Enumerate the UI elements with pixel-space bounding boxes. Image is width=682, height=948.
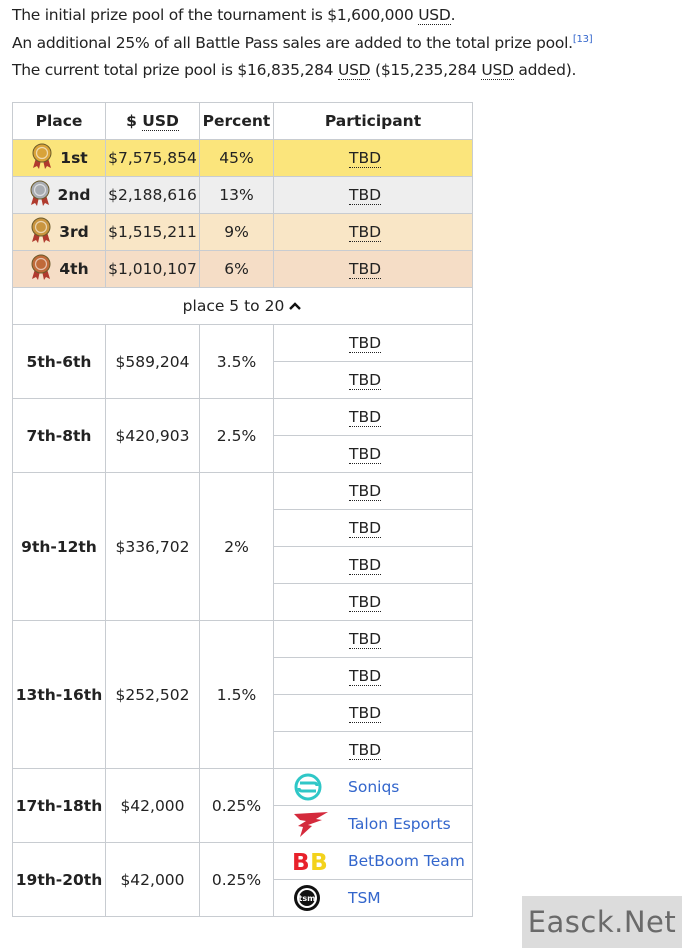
medal-icon bbox=[29, 254, 53, 284]
participant-cell bbox=[274, 436, 473, 473]
intro-line-3 bbox=[12, 57, 677, 85]
participant-cell bbox=[274, 140, 473, 177]
percent-cell: 9% bbox=[200, 214, 274, 251]
place-label: 1st bbox=[60, 149, 88, 167]
header-usd-prefix: $ bbox=[126, 112, 143, 130]
percent-cell: 0.25% bbox=[200, 843, 274, 917]
svg-text:B: B bbox=[310, 850, 328, 875]
watermark: Easck.Net bbox=[522, 896, 682, 948]
intro-line-2 bbox=[12, 30, 677, 58]
participant-tbd[interactable]: TBD bbox=[349, 519, 382, 537]
header-usd bbox=[106, 103, 200, 140]
participant-cell bbox=[274, 325, 473, 362]
usd-cell: $589,204 bbox=[106, 325, 200, 399]
participant-tbd[interactable]: TBD bbox=[349, 667, 382, 685]
percent-cell: 1.5% bbox=[200, 621, 274, 769]
intro-text: added). bbox=[513, 61, 577, 79]
header-percent: Percent bbox=[200, 103, 274, 140]
prize-row-top bbox=[13, 140, 473, 177]
team-link[interactable]: TSM bbox=[348, 889, 381, 907]
participant-cell bbox=[274, 584, 473, 621]
participant-cell bbox=[274, 658, 473, 695]
participant-tbd[interactable]: TBD bbox=[349, 445, 382, 463]
participant-tbd[interactable]: TBD bbox=[349, 334, 382, 352]
place-cell bbox=[13, 177, 106, 214]
participant-cell bbox=[274, 806, 473, 843]
prize-row-top bbox=[13, 251, 473, 288]
tsm-logo-icon[interactable] bbox=[292, 883, 330, 913]
place-cell: 19th-20th bbox=[13, 843, 106, 917]
table-row bbox=[13, 843, 473, 880]
participant-tbd[interactable]: TBD bbox=[349, 223, 382, 241]
medal-icon bbox=[29, 217, 53, 247]
header-place: Place bbox=[13, 103, 106, 140]
usd-cell: $252,502 bbox=[106, 621, 200, 769]
participant-cell bbox=[274, 399, 473, 436]
usd-abbr[interactable]: USD bbox=[418, 6, 451, 24]
percent-cell: 13% bbox=[200, 177, 274, 214]
place-label: 2nd bbox=[57, 186, 91, 204]
prize-table bbox=[12, 102, 473, 917]
participant-cell bbox=[274, 251, 473, 288]
usd-abbr[interactable]: USD bbox=[337, 61, 371, 79]
team-link[interactable]: BetBoom Team bbox=[348, 852, 465, 870]
participant-tbd[interactable]: TBD bbox=[349, 408, 382, 426]
participant-tbd[interactable]: TBD bbox=[349, 371, 382, 389]
usd-cell: $1,010,107 bbox=[106, 251, 200, 288]
participant-cell bbox=[274, 473, 473, 510]
medal-icon bbox=[28, 180, 52, 210]
participant-cell bbox=[274, 547, 473, 584]
usd-cell: $7,575,854 bbox=[106, 140, 200, 177]
participant-tbd[interactable]: TBD bbox=[349, 593, 382, 611]
talon-logo-icon[interactable] bbox=[292, 809, 330, 839]
table-row bbox=[13, 473, 473, 510]
toggle-row bbox=[13, 288, 473, 325]
percent-cell: 2.5% bbox=[200, 399, 274, 473]
participant-cell bbox=[274, 214, 473, 251]
usd-cell: $42,000 bbox=[106, 769, 200, 843]
betboom-logo-icon[interactable] bbox=[292, 846, 330, 876]
place-cell: 9th-12th bbox=[13, 473, 106, 621]
intro-text: The initial prize pool of the tournament is $1,600,000 bbox=[12, 6, 419, 24]
participant-cell bbox=[274, 695, 473, 732]
percent-cell: 0.25% bbox=[200, 769, 274, 843]
participant-tbd[interactable]: TBD bbox=[349, 149, 382, 167]
chevron-up-icon[interactable] bbox=[288, 297, 302, 315]
intro-text: ($15,235,284 bbox=[370, 61, 482, 79]
table-row bbox=[13, 769, 473, 806]
participant-tbd[interactable]: TBD bbox=[349, 630, 382, 648]
header-participant: Participant bbox=[274, 103, 473, 140]
intro-text: . bbox=[450, 6, 456, 24]
participant-tbd[interactable]: TBD bbox=[349, 556, 382, 574]
percent-cell: 45% bbox=[200, 140, 274, 177]
usd-cell: $2,188,616 bbox=[106, 177, 200, 214]
table-row bbox=[13, 325, 473, 362]
usd-abbr[interactable]: USD bbox=[481, 61, 514, 79]
place-cell: 17th-18th bbox=[13, 769, 106, 843]
prize-row-top bbox=[13, 214, 473, 251]
svg-text:B: B bbox=[292, 850, 310, 875]
place-cell bbox=[13, 214, 106, 251]
medal-icon bbox=[30, 143, 54, 173]
place-cell: 5th-6th bbox=[13, 325, 106, 399]
usd-cell: $420,903 bbox=[106, 399, 200, 473]
intro-text: The current total prize pool is $16,835,284 bbox=[12, 61, 338, 79]
place-label: 4th bbox=[59, 260, 89, 278]
soniqs-logo-icon[interactable] bbox=[292, 772, 330, 802]
participant-cell bbox=[274, 769, 473, 806]
percent-cell: 6% bbox=[200, 251, 274, 288]
percent-cell: 2% bbox=[200, 473, 274, 621]
usd-cell: $42,000 bbox=[106, 843, 200, 917]
participant-tbd[interactable]: TBD bbox=[349, 260, 382, 278]
participant-cell bbox=[274, 732, 473, 769]
percent-cell: 3.5% bbox=[200, 325, 274, 399]
usd-cell: $336,702 bbox=[106, 473, 200, 621]
place-cell bbox=[13, 140, 106, 177]
place-toggle[interactable] bbox=[13, 288, 473, 325]
usd-abbr[interactable]: USD bbox=[142, 112, 179, 130]
participant-tbd[interactable]: TBD bbox=[349, 482, 382, 500]
intro-line-1 bbox=[12, 2, 677, 30]
toggle-label[interactable]: place 5 to 20 bbox=[182, 296, 285, 315]
participant-cell bbox=[274, 177, 473, 214]
place-cell: 7th-8th bbox=[13, 399, 106, 473]
table-row bbox=[13, 399, 473, 436]
table-header-row bbox=[13, 103, 473, 140]
participant-cell bbox=[274, 510, 473, 547]
place-label: 3rd bbox=[59, 223, 89, 241]
participant-tbd[interactable]: TBD bbox=[349, 186, 382, 204]
participant-cell bbox=[274, 621, 473, 658]
reference-link[interactable]: [13] bbox=[572, 33, 593, 45]
participant-tbd[interactable]: TBD bbox=[349, 741, 382, 759]
participant-cell bbox=[274, 880, 473, 917]
table-row bbox=[13, 621, 473, 658]
intro-text: An additional 25% of all Battle Pass sales are added to the total prize pool. bbox=[12, 33, 573, 52]
svg-text:tsm: tsm bbox=[298, 894, 316, 903]
team-link[interactable]: Soniqs bbox=[348, 778, 400, 796]
team-link[interactable]: Talon Esports bbox=[348, 815, 451, 833]
participant-cell bbox=[274, 843, 473, 880]
usd-cell: $1,515,211 bbox=[106, 214, 200, 251]
place-cell bbox=[13, 251, 106, 288]
prize-row-top bbox=[13, 177, 473, 214]
participant-tbd[interactable]: TBD bbox=[349, 704, 382, 722]
place-cell: 13th-16th bbox=[13, 621, 106, 769]
participant-cell bbox=[274, 362, 473, 399]
prize-pool-intro bbox=[12, 2, 677, 85]
